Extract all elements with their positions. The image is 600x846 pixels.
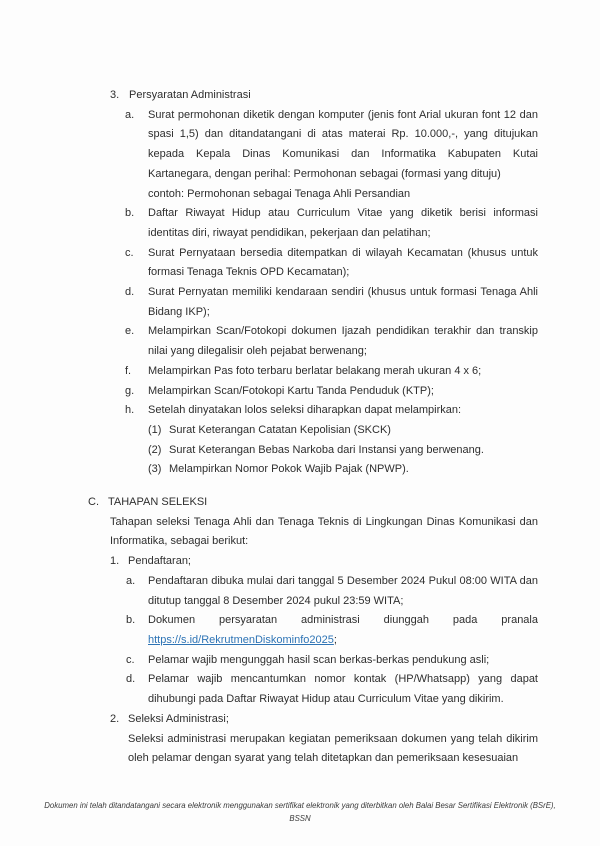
point-1-item-c-marker: c.	[126, 653, 135, 666]
point-1-item-a-marker: a.	[126, 574, 136, 587]
list-item-f	[125, 362, 538, 382]
point-1-item-a	[126, 572, 538, 611]
point-1-item-b-text-after: ;	[333, 633, 337, 646]
point-1-item-b	[126, 611, 538, 650]
point-2-body: Seleksi administrasi merupakan kegiatan pemeriksaan dokumen yang telah dikirim oleh pelamar dengan syarat yang telah ditetapkan dan pemeriksaan kesesuaian	[128, 732, 538, 765]
point-1-heading	[110, 552, 538, 572]
subitem-3	[148, 460, 538, 480]
electronic-signature-footer	[25, 799, 575, 825]
subitem-2-marker: (2)	[148, 443, 162, 456]
point-1-number: 1.	[110, 555, 120, 568]
item-f-paragraph: Melampirkan Pas foto terbaru berlatar belakang merah ukuran 4 x 6;	[148, 364, 482, 377]
list-item-h	[125, 401, 538, 480]
item-g-paragraph: Melampirkan Scan/Fotokopi Kartu Tanda Penduduk (KTP);	[148, 384, 434, 397]
item-b-paragraph: Daftar Riwayat Hidup atau Curriculum Vitae yang diketik berisi informasi identitas diri, riwayat pendidikan, pekerjaan dan pelatihan;	[148, 207, 538, 239]
point-2-heading	[110, 710, 538, 730]
list-item-e	[125, 322, 538, 361]
point-1-item-d-marker: d.	[126, 673, 136, 686]
list-item-g	[125, 382, 538, 402]
list-marker-e: e.	[125, 325, 135, 338]
point-1-item-c-text: Pelamar wajib mengunggah hasil scan berkas-berkas pendukung asli;	[148, 653, 490, 666]
list-marker-h: h.	[125, 404, 135, 417]
section-c-title: TAHAPAN SELEKSI	[108, 496, 208, 509]
list-item-a	[125, 106, 538, 205]
footer-line-2: BSSN	[289, 814, 311, 823]
item-h-paragraph: Setelah dinyatakan lolos seleksi diharapkan dapat melampirkan:	[148, 404, 462, 417]
section-3-number: 3.	[110, 89, 120, 101]
list-marker-a: a.	[125, 108, 135, 121]
section-c-heading	[88, 493, 538, 513]
footer-line-1: Dokumen ini telah ditandatangani secara elektronik menggunakan sertifikat elektronik yang diterbitkan oleh Balai Besar Sertifikasi Elektronik (BSrE),	[44, 801, 556, 810]
subitem-1-text: Surat Keterangan Catatan Kepolisian (SKCK)	[169, 423, 391, 436]
point-1-item-b-text-before: Dokumen persyaratan administrasi diunggah pada pranala	[148, 614, 538, 627]
section-3-heading	[110, 86, 538, 106]
registration-upload-link[interactable]: https://s.id/RekrutmenDiskominfo2025	[148, 633, 334, 646]
subitem-1	[148, 421, 538, 441]
section-c-intro: Tahapan seleksi Tenaga Ahli dan Tenaga Teknis di Lingkungan Dinas Komunikasi dan Informatika, sebagai berikut:	[110, 515, 538, 548]
document-body	[88, 86, 538, 769]
point-1-item-d-text: Pelamar wajib mencantumkan nomor kontak (HP/Whatsapp) yang dapat dihubungi pada Daftar Riwayat Hidup atau Curriculum Vitae yang dikirim.	[148, 673, 538, 706]
point-1-item-c	[126, 651, 538, 671]
subitem-2-text: Surat Keterangan Bebas Narkoba dari Instansi yang berwenang.	[169, 443, 484, 456]
list-item-b	[125, 204, 538, 243]
point-1-item-b-marker: b.	[126, 614, 136, 627]
item-c-paragraph: Surat Pernyataan bersedia ditempatkan di wilayah Kecamatan (khusus untuk formasi Tenaga Teknis OPD Kecamatan);	[148, 246, 538, 279]
item-a-example-line: contoh: Permohonan sebagai Tenaga Ahli Persandian	[148, 187, 411, 200]
section-c-letter: C.	[88, 496, 99, 509]
subitem-3-text: Melampirkan Nomor Pokok Wajib Pajak (NPWP).	[169, 463, 409, 476]
list-marker-g: g.	[125, 384, 135, 397]
list-marker-b: b.	[125, 207, 135, 220]
list-marker-f: f.	[125, 364, 132, 377]
point-1-item-a-text: Pendaftaran dibuka mulai dari tanggal 5 Desember 2024 Pukul 08:00 WITA dan ditutup tanggal 8 Desember 2024 pukul 23:59 WITA;	[148, 574, 538, 607]
section-3-title: Persyaratan Administrasi	[129, 89, 251, 101]
point-1-item-b-text	[148, 611, 538, 650]
subitem-1-marker: (1)	[148, 423, 162, 436]
item-d-paragraph: Surat Pernyatan memiliki kendaraan sendiri (khusus untuk formasi Tenaga Ahli Bidang IKP);	[148, 286, 538, 318]
list-marker-d: d.	[125, 286, 135, 299]
point-2-number: 2.	[110, 712, 120, 725]
point-1-item-d	[126, 670, 538, 709]
point-1-title: Pendaftaran;	[128, 555, 191, 568]
list-marker-c: c.	[125, 246, 134, 259]
list-item-d	[125, 283, 538, 322]
point-2-title: Seleksi Administrasi;	[128, 712, 229, 725]
item-e-paragraph: Melampirkan Scan/Fotokopi dokumen Ijazah pendidikan terakhir dan transkip nilai yang dilegalisir oleh pejabat berwenang;	[148, 325, 538, 358]
item-a-paragraph: Surat permohonan diketik dengan komputer (jenis font Arial ukuran font 12 dan spasi 1,5) dan ditandatangani di atas materai Rp. 10.000,-, yang ditujukan kepada Kepala Dinas Komunikasi dan Informatika Kabupaten Kutai Kartanegara, dengan perihal: Permohonan sebagai (formasi yang dituju)	[148, 108, 538, 180]
list-item-c	[125, 244, 538, 283]
section-c	[88, 493, 538, 769]
subitem-2	[148, 441, 538, 461]
subitem-3-marker: (3)	[148, 463, 162, 476]
